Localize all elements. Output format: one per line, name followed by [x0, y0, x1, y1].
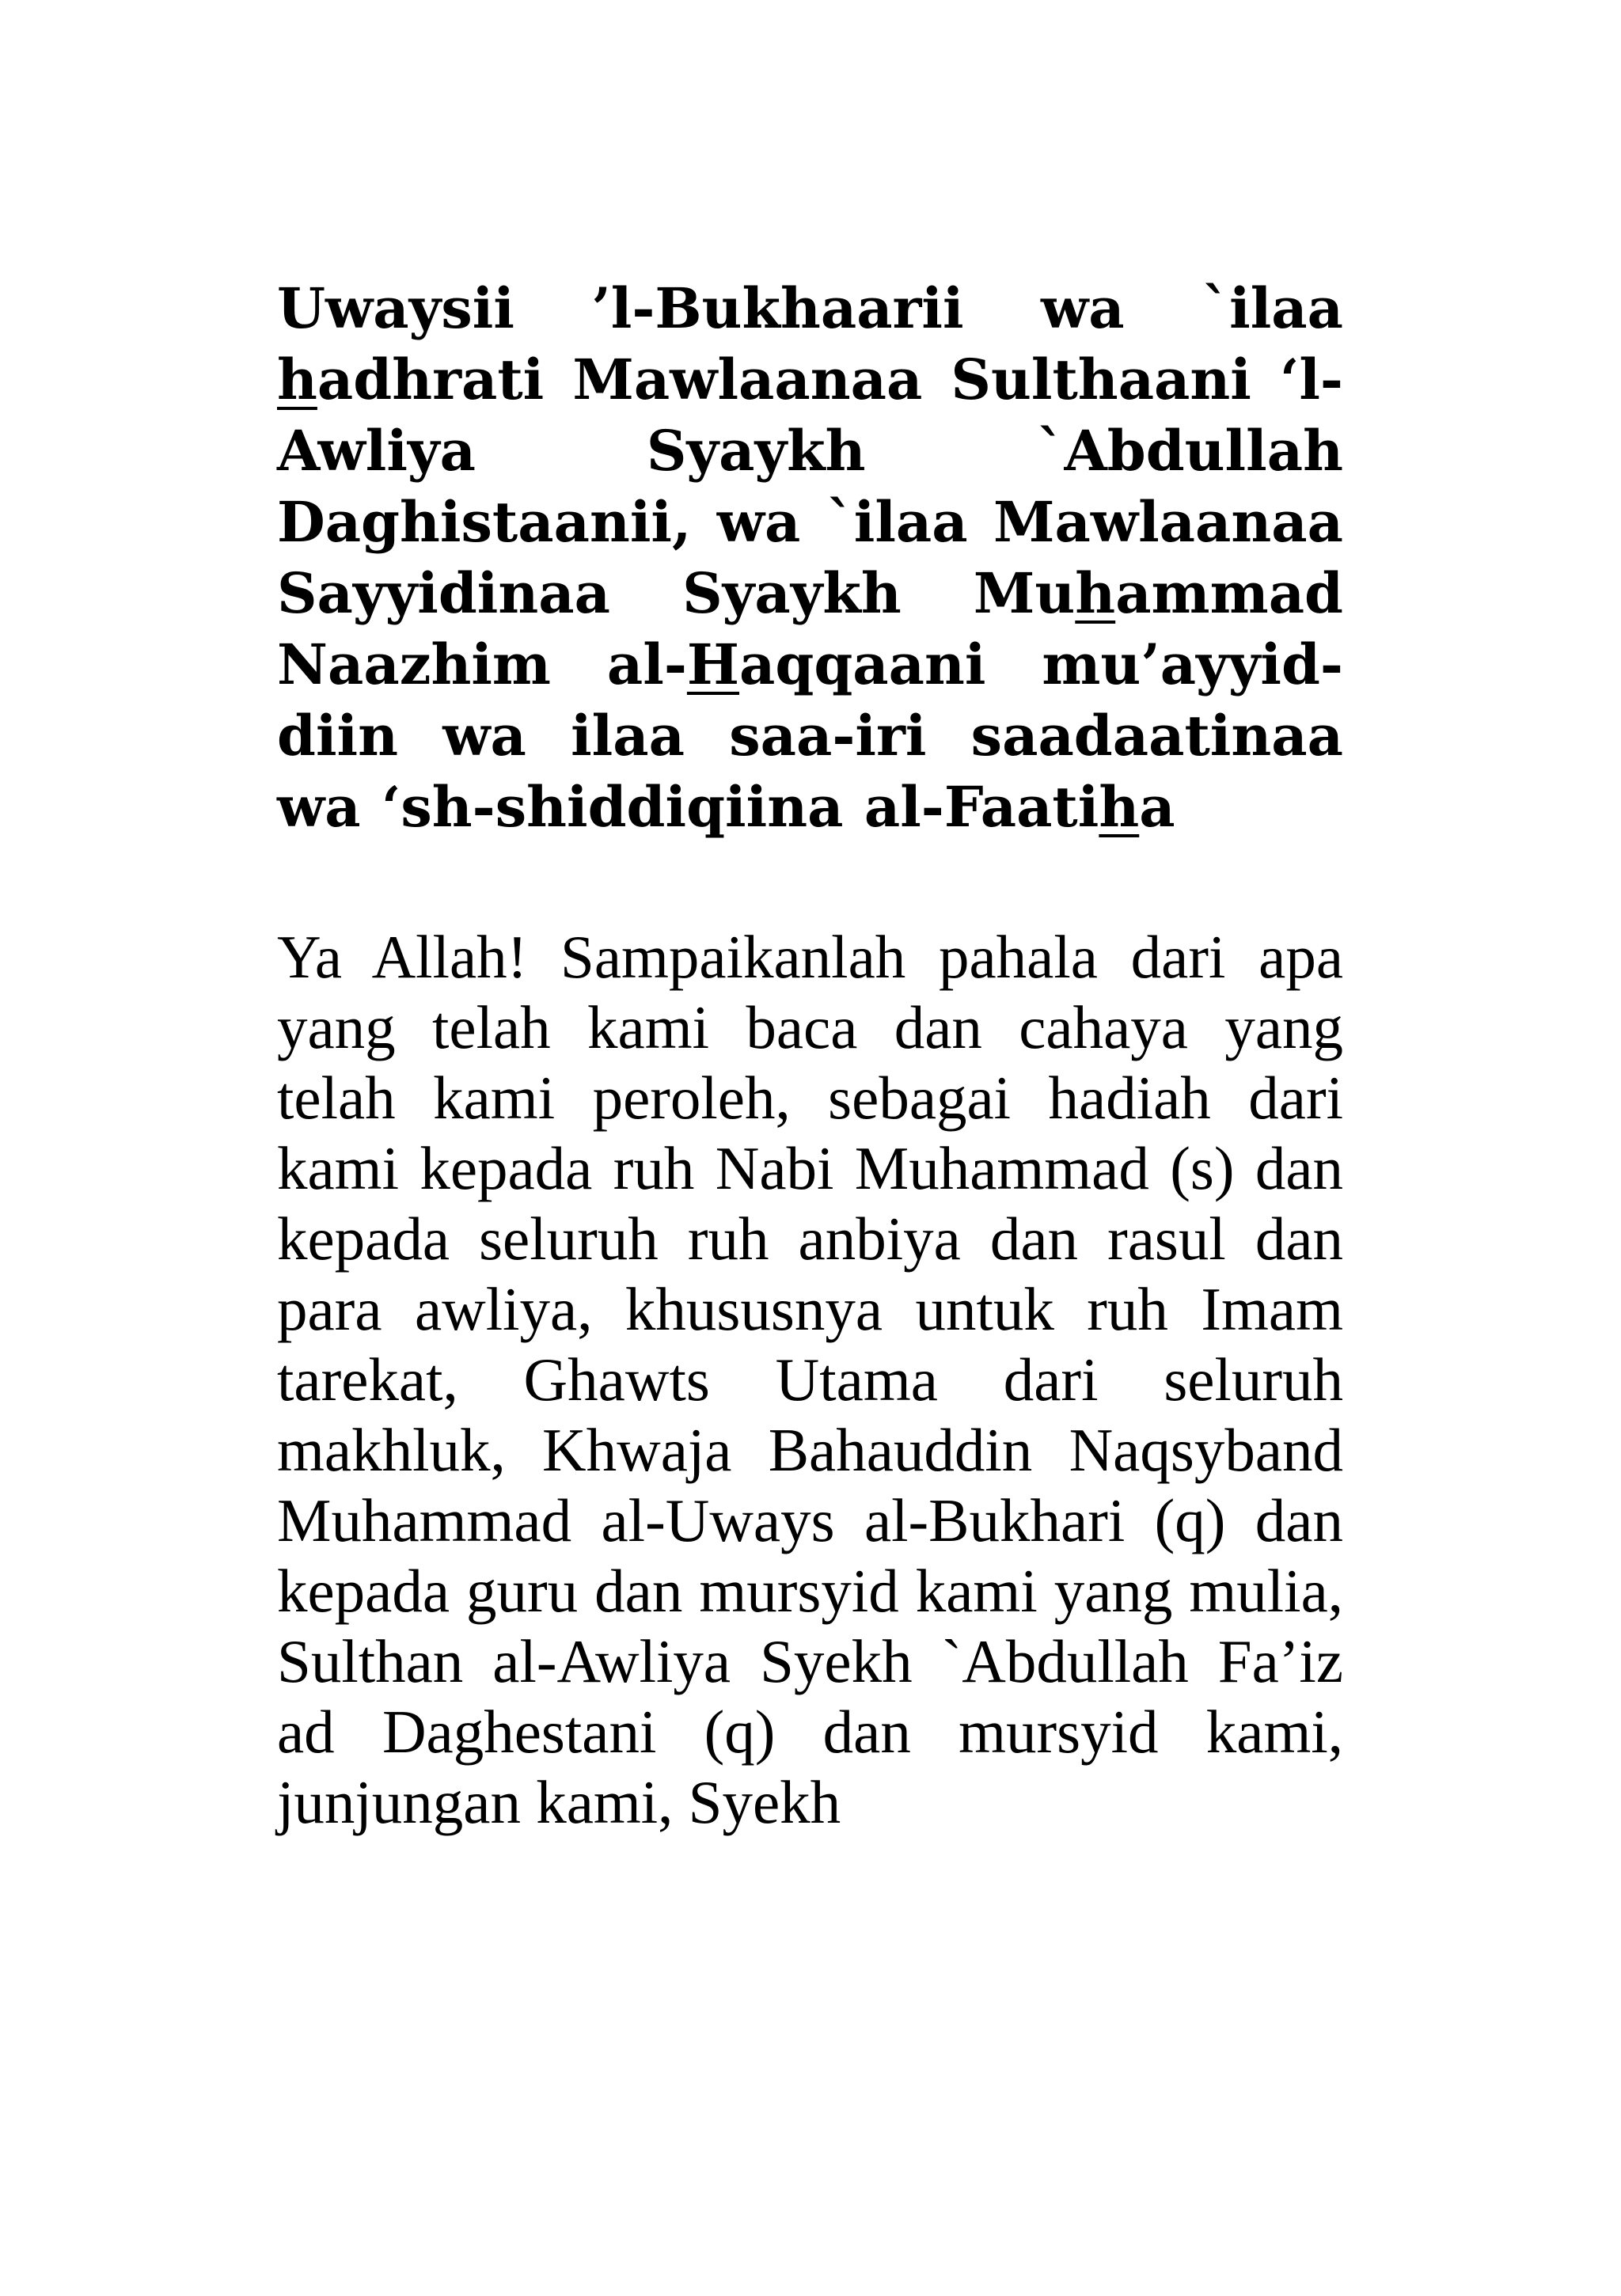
underlined-letter-3: H — [686, 632, 740, 697]
heading-text-part-5: a — [1139, 774, 1175, 840]
underlined-letter-4: h — [1099, 774, 1140, 840]
underlined-letter-2: h — [1075, 560, 1116, 626]
heading-text-part-1: Uwaysii ’l-Bukhaarii wa `ilaa — [277, 275, 1343, 341]
heading-text-part-3: ammad Naazhim al- — [277, 560, 1343, 697]
heading-text-part-4: aqqaani mu’ayyid-diin wa ilaa saa-iri saadaatinaa wa ‘sh-shiddiqiina al-Faati — [277, 632, 1343, 840]
text-column — [277, 273, 1343, 1838]
arabic-transliteration-heading — [277, 273, 1343, 843]
heading-text-part-2: adhrati Mawlaanaa Sulthaani ‘l-Awliya Syaykh `Abdullah Daghistaanii, wa `ilaa Mawlaanaa Sayyidinaa Syaykh Mu — [277, 347, 1343, 626]
indonesian-translation-paragraph: Ya Allah! Sampaikanlah pahala dari apa yang telah kami baca dan cahaya yang telah kami peroleh, sebagai hadiah dari kami kepada ruh Nabi Muhammad (s) dan kepada seluruh ruh anbiya dan rasul dan para awliya, khususnya untuk ruh Imam tarekat, Ghawts Utama dari seluruh makhluk, Khwaja Bahauddin Naqsyband Muhammad al-Uways al-Bukhari (q) dan kepada guru dan mursyid kami yang mulia, Sulthan al-Awliya Syekh `Abdullah Fa’iz ad Daghestani (q) dan mursyid kami, junjungan kami, Syekh — [277, 923, 1343, 1836]
underlined-letter-1: h — [277, 347, 317, 412]
